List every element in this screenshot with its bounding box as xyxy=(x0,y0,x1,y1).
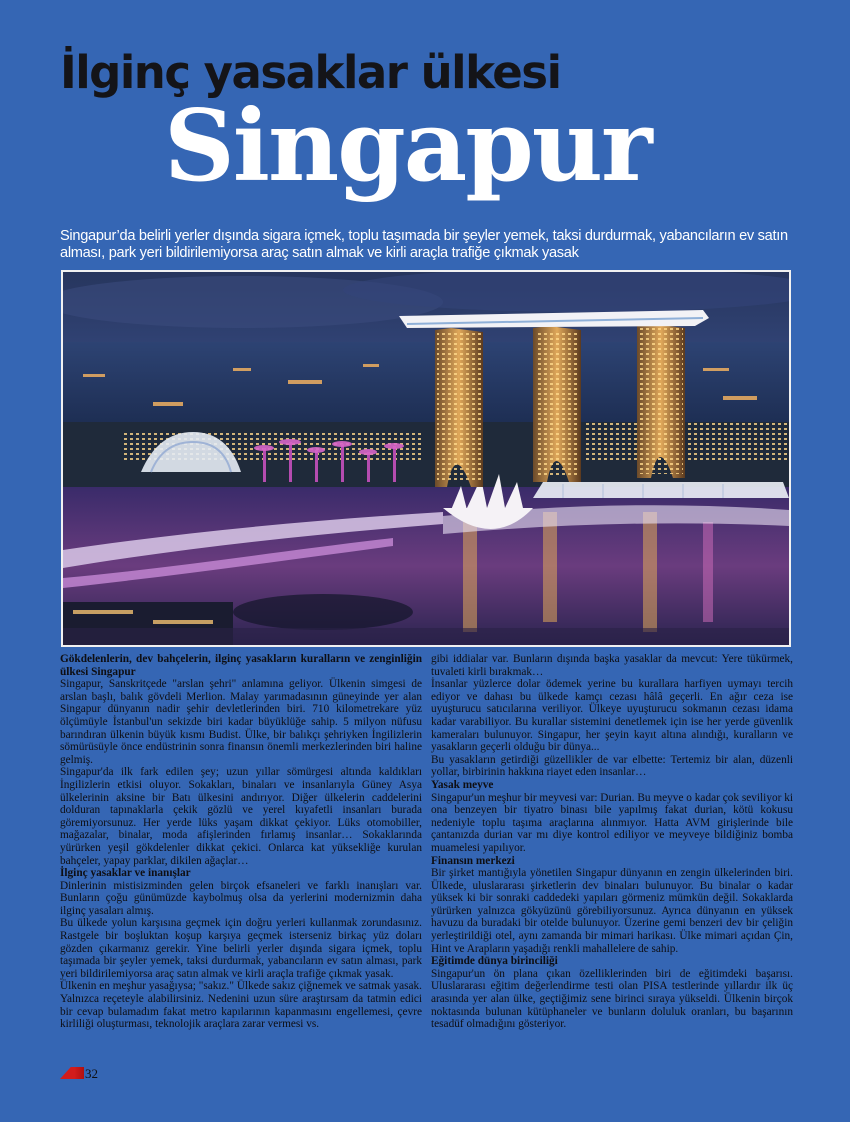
body-paragraph: Bu ülkede yolun karşısına geçmek için doğru yerleri kullanmak zorundasınız. Rastgele bir boşluktan koşup karşıya geçmek isterseniz birkaç yüz doları gözden çıkarmanız gerekir. Yine belirli yerler dışında sigara içmek, toplu taşımada bir şeyler yemek, taksi durdurmak, yabancıların ev satın alması, park yeri bildirilemiyorsa araç satın almak ve kirli araçla trafiğe çıkmak yasak. xyxy=(60,917,422,980)
lead-paragraph: Singapur’da belirli yerler dışında sigara içmek, toplu taşımada bir şeyler yemek, taksi durdurmak, yabancıların ev satın alması, park yeri bildirilemiyorsa araç satın almak ve kirli araçla trafiğe çıkmak yasak xyxy=(60,228,788,261)
body-paragraph: Ülkenin en meşhur yasağıysa; "sakız." Ülkede sakız çiğnemek ve satmak yasak. Yalnızca reçeteyle alabilirsiniz. Nedenini uzun süre araştırsam da tatmin edici bir cevap bulamadım fakat metro kapılarının kapanmasını engellemesi, çevre kirliliği oluşturması, teknolojik araçlara zarar vermesi vs. xyxy=(60,980,422,1031)
body-paragraph: Dinlerinin mistisizminden gelen birçok efsaneleri ve farklı inanışları var. Bunların çoğu günümüzde kaybolmuş olsa da yerlerini modernizmin daha ilginç yasaları almış. xyxy=(60,879,422,917)
page-title: Singapur xyxy=(164,89,651,204)
section-heading: Eğitimde dünya birinciliği xyxy=(431,955,558,968)
body-paragraph: Singapur'un ön plana çıkan özelliklerinden biri de eğitimdeki başarısı. Uluslararası eğitim değerlendirme testi olan PISA testlerinde yıllardır ilk üç arasında yer alan ülke, geçtiğimiz sene birinci sıraya yükseldi. Ülkenin birçok noktasında bulunan kütüphaneler ve bunların doluluk oranları, bu başarının tesadüf olmadığını gösteriyor. xyxy=(431,967,793,1031)
body-paragraph: Singapur'da ilk fark edilen şey; uzun yıllar sömürgesi altında kaldıkları İngilizlerin etkisi oluyor. Sokakları, binaları ve insanlarıyla Güney Asya ülkelerinin aksine bir Batı ülkesini andırıyor. Diğer ülkelerin caddelerini dolduran tapınaklarla çekik gözlü ve yerel kıyafetli insanları burada göremiyorsunuz. Her yerde lüks yaşam dikkat çekiyor. Lüks otomobiller, mağazalar, binalar, moda afişlerinden fırlamış insanlar… Sokaklarında yürürken yeşil gökdelenler dikkat çekici. Onlarca kat yüksekliğe kurulan bahçeler, yapay parklar, dikilen ağaçlar… xyxy=(60,766,422,867)
page-kicker: İlginç yasaklar ülkesi xyxy=(60,46,561,99)
body-paragraph: gibi iddialar var. Bunların dışında başka yasaklar da mevcut: Yere tükürmek, tuvaleti kirli bırakmak… xyxy=(431,653,793,678)
left-article-column xyxy=(60,653,422,1031)
section-heading: Finansın merkezi xyxy=(431,854,515,867)
marina-bay-night-illustration xyxy=(63,272,789,645)
body-paragraph: Bu yasakların getirdiği güzellikler de var elbette: Tertemiz bir alan, düzenli yollar, birbirinin hakkına riayet eden insanlar… xyxy=(431,753,793,779)
body-paragraph: Singapur'un meşhur bir meyvesi var: Durian. Bu meyve o kadar çok seviliyor ki ona benzeyen bir tiyatro binası bile yapılmış fakat durian, kötü kokusu nedeniyle toplu taşıma araçlarına alınmıyor. Hatta AVM girişlerinde bile çantanızda durian var mı diye kontrol ediliyor ve meyveye bildiğiniz bomba muamelesi yapılıyor. xyxy=(431,791,793,854)
section-heading: Yasak meyve xyxy=(431,778,494,791)
page-footer xyxy=(60,1066,98,1082)
hero-photo xyxy=(61,270,791,647)
body-paragraph: Bir şirket mantığıyla yönetilen Singapur dünyanın en zengin ülkelerinden biri. Ülkede, uluslararası şirketlerin dev binaları bulunuyor. Bu binalar o kadar yüksek ki bir sonraki caddedeki yapıları görmeniz mümkün değil. Sokaklarda yürürken yalnızca gökyüzünü görebiliyorsunuz. Ayrıca dünyanın en yüksek havuzu da buradaki bir otelde bulunuyor. Üzerine gemi benzeri dev bir çeliğin yerleştirildiği otel, aynı zamanda bir mimari harikası. Ülke mimari açıdan Çin, Hint ve Arapların yaşadığı renkli mahallelere de sahip. xyxy=(431,867,793,955)
section-heading: İlginç yasaklar ve inanışlar xyxy=(60,867,191,880)
body-paragraph: Singapur, Sanskritçede "arslan şehri" anlamına geliyor. Ülkenin simgesi de arslan başlı, balık gövdeli Merlion. Malay yarımadasının güneyinde yer alan Singapur dünyanın nadir şehir devletlerinden biri. 710 kilometrekare yüz ölçümüyle İstanbul'un sekizde biri kadar büyüklüğe sahip. 5 milyon nüfusu barındıran ülkenin büyük kısmı Budist. Ülke, bir balıkçı şehriyken İngilizlerin sömürüsüyle önce endüstrinin sonra finansın önemli merkezlerinden biri haline gelmiş. xyxy=(60,678,422,766)
magazine-logo-mark xyxy=(60,1067,84,1079)
section-heading: Gökdelenlerin, dev bahçelerin, ilginç yasakların kuralların ve zenginliğin ülkesi Singapur xyxy=(60,653,422,678)
right-article-column xyxy=(431,653,793,1031)
page-number: 32 xyxy=(85,1066,98,1081)
body-paragraph: İnsanlar yüzlerce dolar ödemek yerine bu kurallara harfiyen uymayı tercih ediyor ve dahası bu ülkede kamçı cezası hâlâ geçerli. En ağır ceza ise uyuşturucu satıcılarına veriliyor. Ülkeye uyuşturucu sokmanın cezası idama kadar varabiliyor. Bu kurallar sistemini denetlemek için ise her yerde güvenlik kameraları bulunuyor. Singapur, her şeyin kayıt altına alındığı, kuralların ve yasakların geçerli olduğu bir dünya... xyxy=(431,678,793,754)
